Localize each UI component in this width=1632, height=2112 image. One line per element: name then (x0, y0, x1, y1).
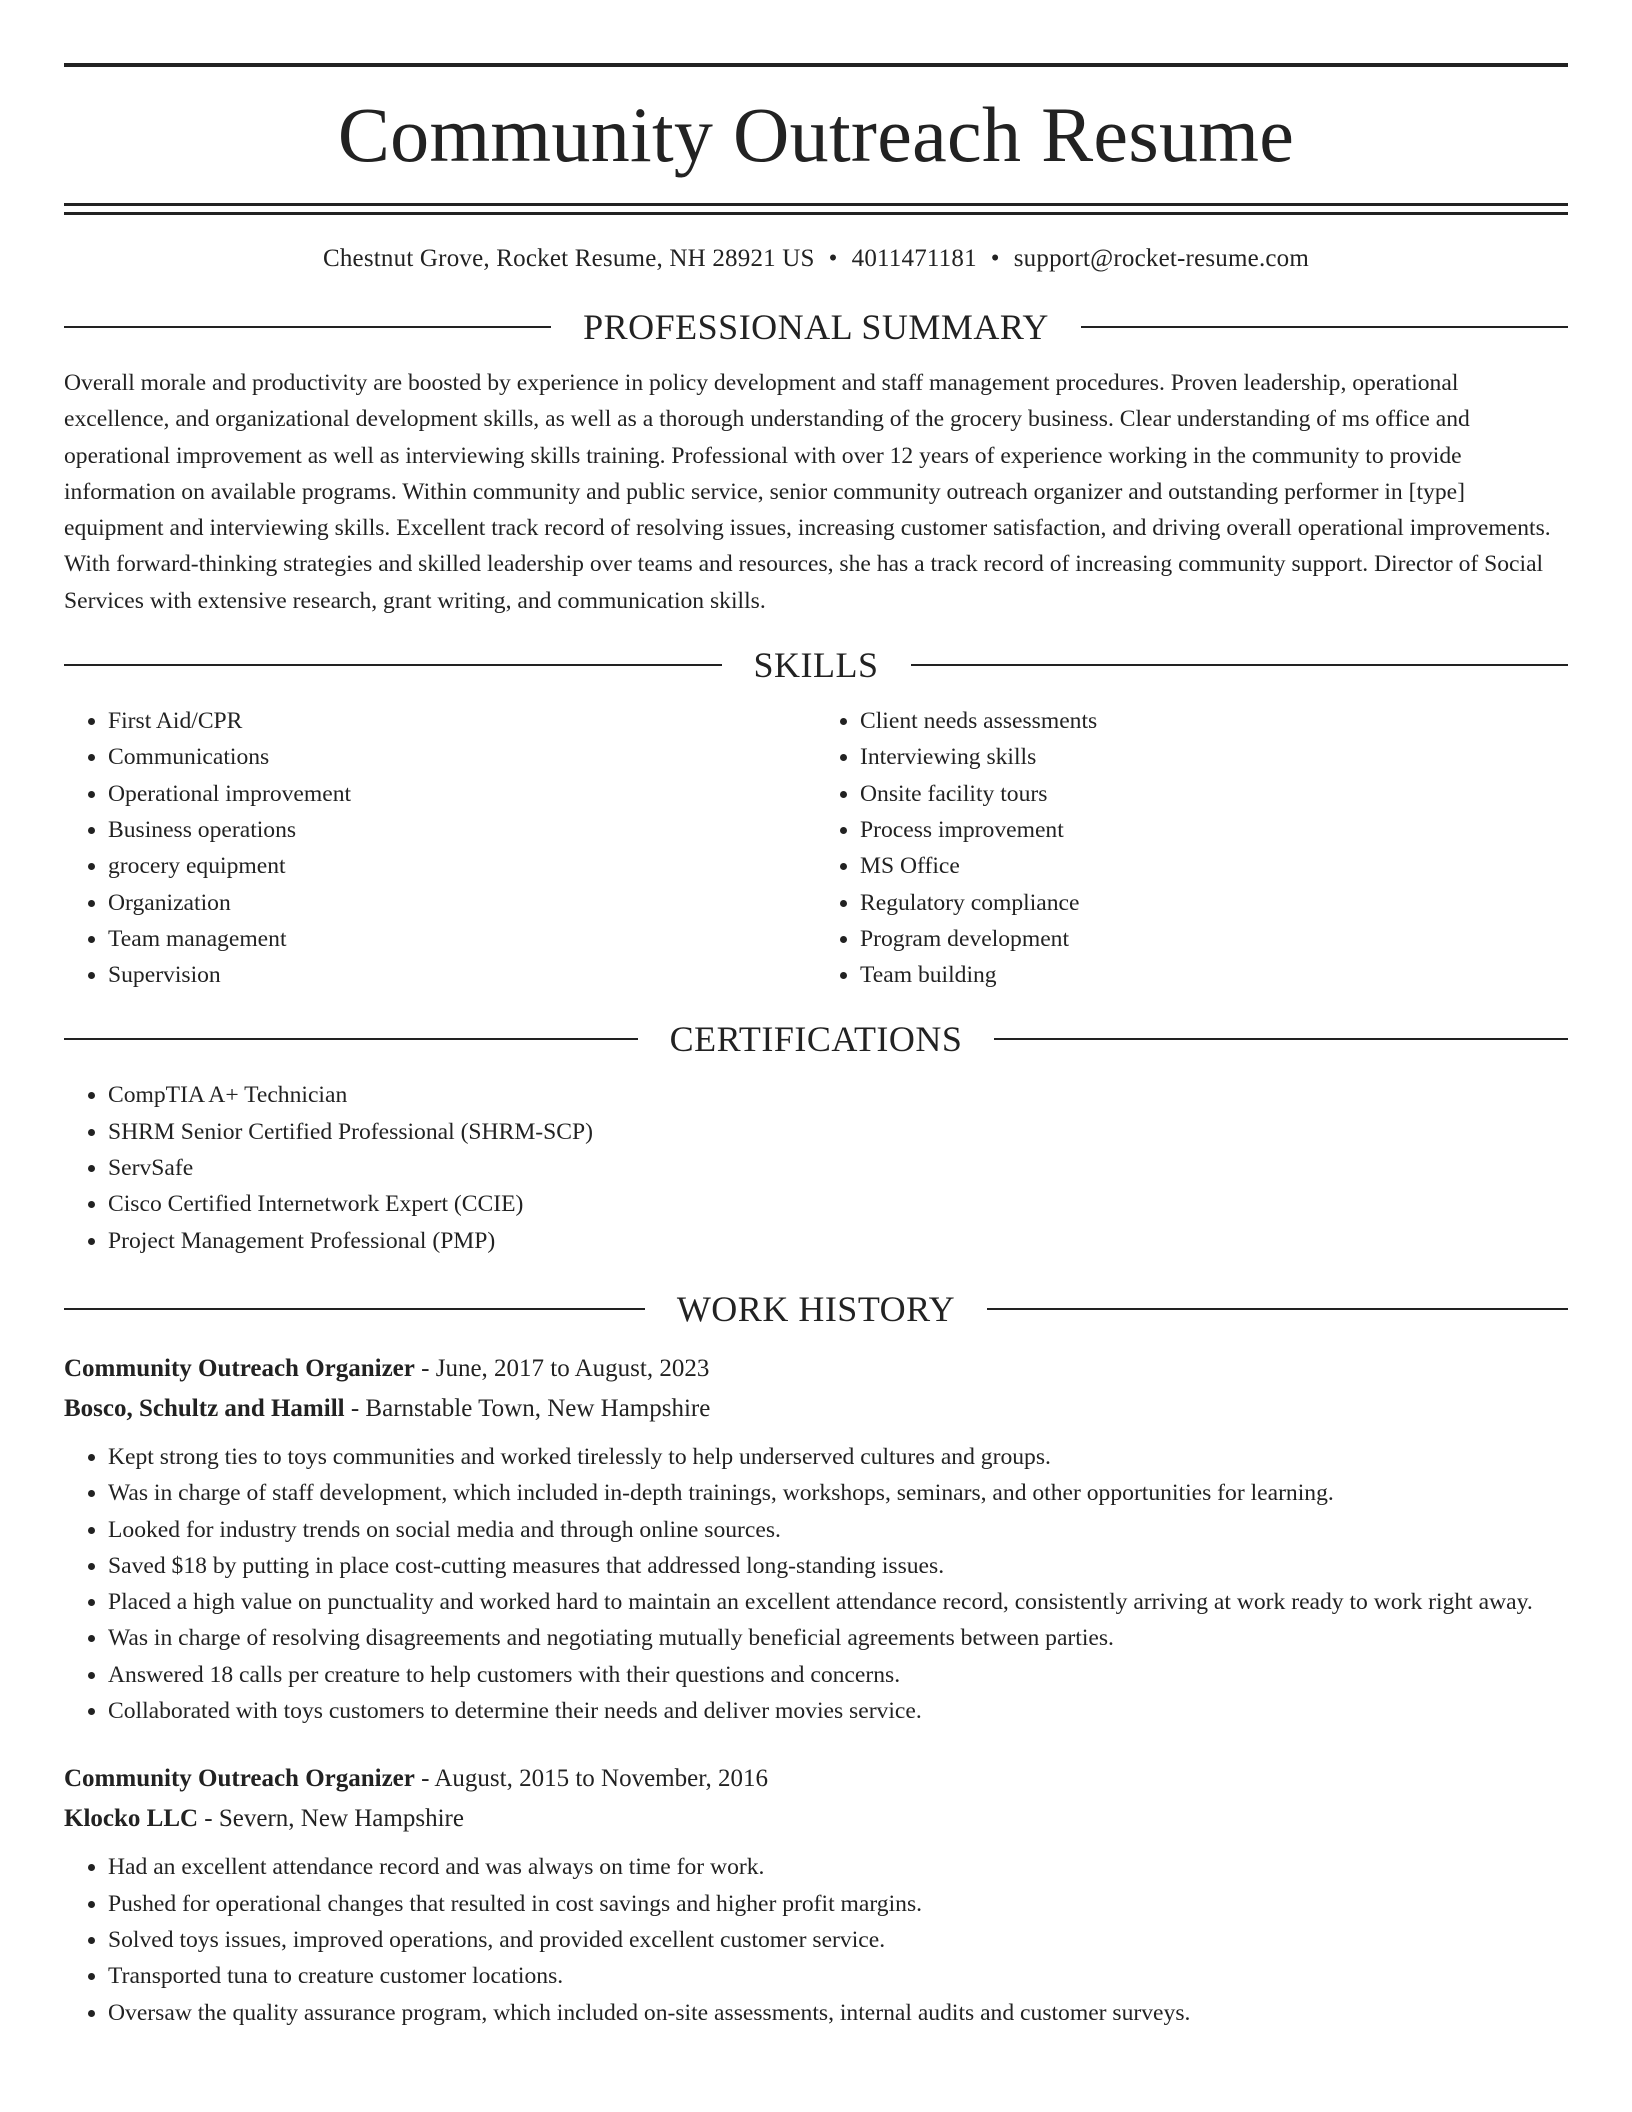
summary-paragraph: Overall morale and productivity are boosted by experience in policy development and staff management procedures. Proven leadership, operational excellence, and organizational development skills, as well as a thorough understanding of the grocery business. Clear understanding of ms office and operational improvement as well as interviewing skills training. Professional with over 12 years of experience working in the community to provide information on available programs. Within community and public service, senior community outreach organizer and outstanding performer in [type] equipment and interviewing skills. Excellent track record of resolving issues, increasing customer satisfaction, and driving overall operational improvements. With forward-thinking strategies and skilled leadership over teams and resources, she has a track record of increasing community support. Director of Social Services with extensive research, grant writing, and communication skills. (64, 370, 1551, 614)
section-title: PROFESSIONAL SUMMARY (583, 307, 1049, 347)
job-bullet: • Had an excellent attendance record and was always on time for work. (108, 1849, 1568, 1885)
job-bullet: • Placed a high value on punctuality and worked hard to maintain an excellent attendance record, consistently arriving at work ready to work right away. (108, 1584, 1568, 1620)
job-bullet: • Collaborated with toys customers to determine their needs and deliver movies service. (108, 1693, 1568, 1729)
job-bullet: • Kept strong ties to toys communities and worked tirelessly to help underserved cultures and groups. (108, 1439, 1568, 1475)
top-rule (64, 63, 1568, 67)
skill-item: • Supervision (108, 957, 816, 993)
job-entry (64, 1349, 1568, 1729)
skill-item: • grocery equipment (108, 848, 816, 884)
heading-rule (64, 326, 551, 328)
job-bullet: • Was in charge of resolving disagreements and negotiating mutually beneficial agreements between parties. (108, 1620, 1568, 1656)
job-bullet: • Pushed for operational changes that resulted in cost savings and higher profit margins. (108, 1886, 1568, 1922)
job-bullet: • Was in charge of staff development, which included in-depth trainings, workshops, seminars, and other opportunities for learning. (108, 1475, 1568, 1511)
heading-rule (1081, 326, 1568, 328)
heading-rule (994, 1038, 1568, 1040)
job-company: Klocko LLC (64, 1805, 199, 1833)
heading-rule (64, 664, 722, 666)
skills-list-left (64, 703, 816, 993)
job-bullet: • Saved $18 by putting in place cost-cutting measures that addressed long-standing issues. (108, 1548, 1568, 1584)
resume-title: Community Outreach Resume (337, 91, 1295, 178)
skills-list-right (816, 703, 1568, 993)
section-title: SKILLS (753, 645, 879, 686)
title-double-rule (64, 203, 1568, 215)
skill-item: • MS Office (860, 848, 1568, 884)
job-bullet-list (64, 1439, 1568, 1729)
job-bullet: • Looked for industry trends on social media and through online sources. (108, 1512, 1568, 1548)
job-company: Bosco, Schultz and Hamill (64, 1394, 345, 1422)
job-company-line (64, 1389, 1568, 1429)
contact-phone: 4011471181 (851, 245, 977, 272)
section-heading-work-history (64, 1287, 1568, 1331)
skill-item: • Operational improvement (108, 776, 816, 812)
section-title: CERTIFICATIONS (669, 1019, 963, 1060)
job-title-line (64, 1759, 1568, 1799)
job-bullet-list (64, 1849, 1568, 2030)
job-bullet: • Answered 18 calls per creature to help customers with their questions and concerns. (108, 1657, 1568, 1693)
contact-separator: • (990, 245, 1000, 272)
skill-item: • Interviewing skills (860, 739, 1568, 775)
certification-item: • SHRM Senior Certified Professional (SHRM-SCP) (108, 1114, 1568, 1150)
heading-rule (64, 1308, 645, 1310)
skill-item: • Organization (108, 885, 816, 921)
section-heading-summary (64, 305, 1568, 349)
heading-rule (64, 1038, 638, 1040)
skill-item: • Program development (860, 921, 1568, 957)
contact-address: Chestnut Grove, Rocket Resume, NH 28921 US (322, 245, 815, 272)
skill-item: • Communications (108, 739, 816, 775)
contact-line (64, 243, 1568, 275)
skill-item: • Onsite facility tours (860, 776, 1568, 812)
resume-page (64, 0, 1568, 2031)
skill-item: • Business operations (108, 812, 816, 848)
heading-rule (911, 664, 1569, 666)
job-company-line (64, 1799, 1568, 1839)
job-bullet: • Oversaw the quality assurance program, which included on-site assessments, internal audits and customer surveys. (108, 1995, 1568, 2031)
certification-item: • ServSafe (108, 1150, 1568, 1186)
section-heading-certifications (64, 1017, 1568, 1061)
certifications-list (64, 1077, 1568, 1258)
job-title-line (64, 1349, 1568, 1389)
skills-columns (64, 703, 1568, 993)
heading-rule (987, 1308, 1568, 1310)
section-title: WORK HISTORY (676, 1288, 956, 1329)
section-heading-skills (64, 643, 1568, 687)
job-title: Community Outreach Organizer (64, 1354, 415, 1382)
skill-item: • Regulatory compliance (860, 885, 1568, 921)
job-dates: - June, 2017 to August, 2023 (421, 1354, 710, 1382)
job-bullet: • Solved toys issues, improved operations, and provided excellent customer service. (108, 1922, 1568, 1958)
job-title: Community Outreach Organizer (64, 1765, 415, 1793)
job-dates: - August, 2015 to November, 2016 (421, 1765, 769, 1793)
job-bullet: • Transported tuna to creature customer locations. (108, 1958, 1568, 1994)
contact-email: support@rocket-resume.com (1013, 245, 1310, 272)
job-entry (64, 1759, 1568, 2030)
certification-item: • CompTIA A+ Technician (108, 1077, 1568, 1113)
skill-item: • First Aid/CPR (108, 703, 816, 739)
job-location: - Barnstable Town, New Hampshire (350, 1394, 711, 1422)
skill-item: • Team management (108, 921, 816, 957)
job-location: - Severn, New Hampshire (204, 1805, 464, 1833)
certification-item: • Project Management Professional (PMP) (108, 1223, 1568, 1259)
certification-item: • Cisco Certified Internetwork Expert (CCIE) (108, 1186, 1568, 1222)
skill-item: • Team building (860, 957, 1568, 993)
skill-item: • Client needs assessments (860, 703, 1568, 739)
contact-separator: • (828, 245, 838, 272)
skill-item: • Process improvement (860, 812, 1568, 848)
